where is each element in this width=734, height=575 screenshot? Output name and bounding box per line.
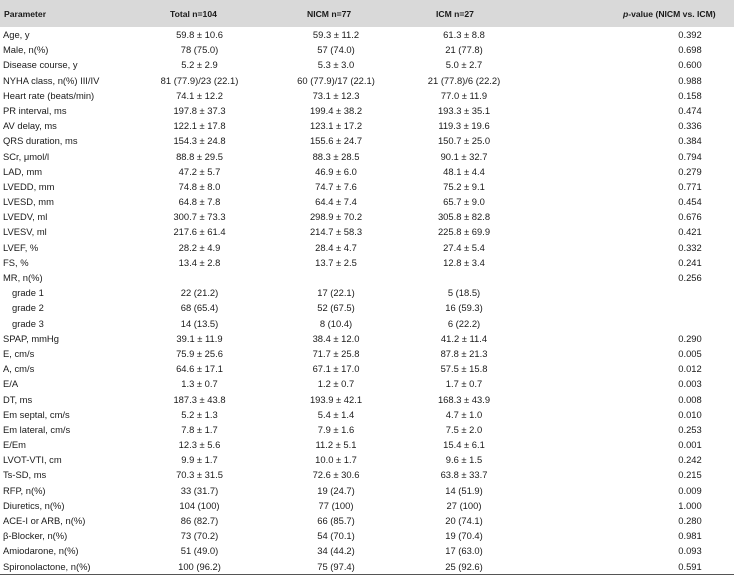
cell-nicm: 52 (67.5) (317, 302, 355, 314)
cell-nicm: 60 (77.9)/17 (22.1) (297, 74, 375, 86)
cell-total: 100 (96.2) (178, 560, 221, 572)
cell-total: 14 (13.5) (180, 317, 219, 329)
table-row (0, 437, 734, 452)
cell-icm: 75.2 ± 9.1 (443, 180, 485, 192)
table-row (0, 194, 734, 209)
cell-icm: 17 (63.0) (445, 545, 483, 557)
cell-icm: 77.0 ± 11.9 (440, 89, 488, 101)
cell-icm: 168.3 ± 43.9 (437, 393, 491, 405)
cell-total: 70.3 ± 31.5 (176, 469, 223, 481)
cell-total: 22 (21.2) (180, 287, 219, 299)
table-row (0, 346, 734, 361)
cell-total: 59.8 ± 10.6 (176, 29, 223, 40)
cell-icm: 27 (100) (446, 499, 482, 511)
cell-nicm: 75 (97.4) (317, 560, 355, 572)
cell-pvalue: 0.794 (678, 150, 702, 162)
table-row (0, 528, 734, 543)
cell-pvalue: 0.253 (678, 423, 702, 435)
cell-parameter: grade 3 (12, 317, 44, 329)
cell-pvalue: 0.008 (678, 393, 702, 405)
cell-total: 39.1 ± 11.9 (176, 332, 223, 344)
cell-nicm: 46.9 ± 6.0 (315, 165, 357, 177)
header-total: Total n=104 (170, 9, 217, 19)
table-row (0, 57, 734, 72)
cell-nicm: 1.2 ± 0.7 (317, 378, 355, 390)
cell-parameter: grade 1 (12, 287, 44, 299)
cell-icm: 305.8 ± 82.8 (437, 211, 491, 223)
cell-total: 122.1 ± 17.8 (173, 120, 226, 132)
cell-pvalue: 0.010 (678, 408, 702, 420)
cell-total: 81 (77.9)/23 (22.1) (160, 74, 239, 86)
cell-nicm: 57 (74.0) (317, 44, 355, 56)
cell-parameter: RFP, n(%) (3, 484, 46, 496)
header-pvalue (623, 9, 716, 19)
cell-total: 217.6 ± 61.4 (173, 226, 226, 238)
cell-nicm: 5.4 ± 1.4 (317, 408, 355, 420)
cell-total: 197.8 ± 37.3 (173, 104, 226, 116)
cell-total: 74.1 ± 12.2 (176, 89, 223, 101)
table-row (0, 164, 734, 179)
header-nicm: NICM n=77 (307, 9, 352, 19)
cell-nicm: 88.3 ± 28.5 (312, 150, 360, 162)
table-row (0, 224, 734, 239)
cell-total: 64.8 ± 7.8 (178, 196, 221, 208)
cell-total: 154.3 ± 24.8 (173, 135, 226, 147)
cell-pvalue: 0.001 (678, 439, 702, 451)
cell-icm: 48.1 ± 4.4 (443, 165, 485, 177)
cell-nicm: 7.9 ± 1.6 (317, 423, 355, 435)
cell-total: 47.2 ± 5.7 (178, 165, 221, 177)
cell-nicm: 73.1 ± 12.3 (312, 89, 360, 101)
table-row (0, 407, 734, 422)
table-row (0, 422, 734, 437)
cell-nicm: 123.1 ± 17.2 (309, 120, 363, 132)
cell-nicm: 214.7 ± 58.3 (309, 226, 363, 238)
cell-icm: 63.8 ± 33.7 (440, 469, 488, 481)
cell-parameter: SPAP, mmHg (3, 332, 59, 344)
cell-nicm: 38.4 ± 12.0 (312, 332, 360, 344)
cell-icm: 5 (18.5) (447, 287, 481, 299)
cell-total: 187.3 ± 43.8 (173, 393, 226, 405)
table-row (0, 376, 734, 391)
cell-total: 104 (100) (179, 499, 220, 511)
cell-pvalue: 0.332 (678, 241, 702, 253)
cell-pvalue: 0.009 (678, 484, 702, 496)
cell-nicm: 298.9 ± 70.2 (309, 211, 363, 223)
cell-parameter: Spironolactone, n(%) (3, 560, 91, 572)
cell-nicm: 17 (22.1) (317, 287, 355, 299)
cell-nicm: 11.2 ± 5.1 (315, 439, 357, 451)
cell-total: 68 (65.4) (180, 302, 219, 314)
cell-total: 88.8 ± 29.5 (176, 150, 223, 162)
cell-icm: 15.4 ± 6.1 (443, 439, 485, 451)
cell-pvalue: 0.279 (678, 165, 702, 177)
cell-total: 300.7 ± 73.3 (173, 211, 226, 223)
cell-pvalue: 0.771 (678, 180, 702, 192)
cell-icm: 5.0 ± 2.7 (445, 59, 483, 71)
cell-parameter: LVESD, mm (3, 196, 54, 208)
cell-pvalue: 0.676 (678, 211, 702, 223)
table-row (0, 285, 734, 300)
table-row (0, 73, 734, 88)
table-body (0, 27, 734, 575)
cell-nicm: 193.9 ± 42.1 (309, 393, 363, 405)
cell-pvalue: 0.392 (678, 29, 702, 40)
cell-icm: 65.7 ± 9.0 (443, 196, 485, 208)
header-pvalue-p: p (623, 9, 629, 19)
cell-parameter: E, cm/s (3, 347, 35, 359)
cell-nicm: 8 (10.4) (319, 317, 353, 329)
cell-icm: 14 (51.9) (445, 484, 483, 496)
cell-nicm: 28.4 ± 4.7 (315, 241, 357, 253)
cell-icm: 27.4 ± 5.4 (443, 241, 485, 253)
cell-parameter: FS, % (3, 256, 29, 268)
cell-pvalue: 0.988 (678, 74, 702, 86)
cell-parameter: β-Blocker, n(%) (3, 530, 68, 542)
cell-parameter: Em lateral, cm/s (3, 423, 71, 435)
cell-nicm: 64.4 ± 7.4 (315, 196, 357, 208)
table-row (0, 543, 734, 558)
cell-icm: 61.3 ± 8.8 (443, 29, 485, 40)
cell-total: 78 (75.0) (180, 44, 219, 56)
cell-icm: 9.6 ± 1.5 (445, 454, 483, 466)
cell-pvalue: 0.336 (678, 120, 702, 132)
cell-parameter: LVESV, ml (3, 226, 47, 238)
cell-total: 12.3 ± 5.6 (178, 439, 221, 451)
cell-pvalue: 0.241 (678, 256, 702, 268)
cell-pvalue: 0.981 (678, 530, 702, 542)
cell-parameter: MR, n(%) (3, 272, 43, 283)
table-row (0, 483, 734, 498)
cell-nicm: 10.0 ± 1.7 (315, 454, 357, 466)
cell-total: 73 (70.2) (180, 530, 219, 542)
table-row (0, 118, 734, 133)
table-row (0, 103, 734, 118)
cell-total: 86 (82.7) (180, 515, 219, 526)
cell-icm: 90.1 ± 32.7 (440, 150, 488, 162)
table-row (0, 270, 734, 285)
table-row (0, 559, 734, 575)
table-row (0, 300, 734, 315)
table-row (0, 240, 734, 255)
cell-parameter: Disease course, y (3, 59, 78, 71)
table-row (0, 452, 734, 467)
cell-total: 9.9 ± 1.7 (181, 454, 218, 466)
cell-parameter: DT, ms (3, 393, 33, 405)
cell-total: 64.6 ± 17.1 (176, 363, 223, 375)
cell-pvalue: 0.256 (678, 272, 702, 283)
cell-total: 33 (31.7) (180, 484, 219, 496)
cell-icm: 21 (77.8) (445, 44, 483, 56)
cell-parameter: PR interval, ms (3, 104, 67, 116)
table-row (0, 331, 734, 346)
cell-pvalue: 0.005 (678, 347, 702, 359)
cell-parameter: Age, y (3, 29, 30, 40)
cell-icm: 150.7 ± 25.0 (437, 135, 491, 147)
cell-parameter: Ts-SD, ms (3, 469, 47, 481)
cell-nicm: 5.3 ± 3.0 (317, 59, 355, 71)
cell-pvalue: 0.454 (678, 196, 702, 208)
cell-icm: 6 (22.2) (447, 317, 481, 329)
cell-pvalue: 0.600 (678, 59, 702, 71)
cell-parameter: QRS duration, ms (3, 135, 78, 147)
cell-parameter: SCr, μmol/l (3, 150, 50, 162)
table-row (0, 392, 734, 407)
cell-icm: 87.8 ± 21.3 (440, 347, 488, 359)
cell-nicm: 199.4 ± 38.2 (309, 104, 363, 116)
cell-parameter: Heart rate (beats/min) (3, 89, 95, 101)
cell-pvalue: 0.280 (678, 515, 702, 526)
cell-nicm: 155.6 ± 24.7 (309, 135, 363, 147)
cell-parameter: NYHA class, n(%) III/IV (3, 74, 100, 86)
table-row (0, 498, 734, 513)
cell-icm: 193.3 ± 35.1 (437, 104, 491, 116)
cell-nicm: 19 (24.7) (317, 484, 355, 496)
cell-total: 5.2 ± 1.3 (181, 408, 218, 420)
cell-total: 74.8 ± 8.0 (178, 180, 221, 192)
cell-nicm: 77 (100) (318, 499, 354, 511)
table-row (0, 209, 734, 224)
cell-pvalue: 0.003 (678, 378, 702, 390)
cell-pvalue: 0.242 (678, 454, 702, 466)
table-row (0, 179, 734, 194)
cell-icm: 12.8 ± 3.4 (443, 256, 485, 268)
cell-pvalue: 0.474 (678, 104, 702, 116)
cell-total: 28.2 ± 4.9 (178, 241, 221, 253)
cell-icm: 7.5 ± 2.0 (445, 423, 483, 435)
table-row (0, 361, 734, 376)
cell-pvalue: 0.384 (678, 135, 702, 147)
table-row (0, 149, 734, 164)
table-header (0, 0, 734, 27)
cell-icm: 25 (92.6) (445, 560, 483, 572)
cell-parameter: LVEDV, ml (3, 211, 48, 223)
cell-icm: 4.7 ± 1.0 (445, 408, 483, 420)
cell-icm: 41.2 ± 11.4 (440, 332, 488, 344)
cell-pvalue: 0.290 (678, 332, 702, 344)
header-pvalue-rest: -value (NICM vs. ICM) (628, 9, 716, 19)
cell-icm: 57.5 ± 15.8 (440, 363, 488, 375)
cell-pvalue: 0.698 (678, 44, 702, 56)
cell-parameter: LAD, mm (3, 165, 43, 177)
cell-parameter: E/A (3, 378, 19, 390)
cell-parameter: A, cm/s (3, 363, 35, 375)
header-icm: ICM n=27 (436, 9, 474, 19)
cell-parameter: E/Em (3, 439, 26, 451)
cell-parameter: Diuretics, n(%) (3, 499, 65, 511)
cell-parameter: Em septal, cm/s (3, 408, 70, 420)
cell-icm: 225.8 ± 69.9 (437, 226, 491, 238)
table-row (0, 255, 734, 270)
cell-icm: 1.7 ± 0.7 (445, 378, 483, 390)
cell-icm: 20 (74.1) (445, 515, 483, 526)
cell-pvalue: 0.093 (678, 545, 702, 557)
cell-nicm: 54 (70.1) (317, 530, 355, 542)
cell-total: 7.8 ± 1.7 (181, 423, 218, 435)
cell-parameter: grade 2 (12, 302, 44, 314)
cell-icm: 19 (70.4) (445, 530, 483, 542)
table-row (0, 467, 734, 482)
cell-pvalue: 0.591 (678, 560, 702, 572)
table-row (0, 133, 734, 148)
cell-nicm: 67.1 ± 17.0 (312, 363, 360, 375)
table-row (0, 88, 734, 103)
cell-icm: 119.3 ± 19.6 (438, 120, 490, 132)
cell-nicm: 74.7 ± 7.6 (315, 180, 357, 192)
table-row (0, 27, 734, 42)
cell-total: 1.3 ± 0.7 (181, 378, 218, 390)
cell-parameter: LVEF, % (3, 241, 39, 253)
header-parameter: Parameter (4, 9, 47, 19)
cell-total: 5.2 ± 2.9 (181, 59, 218, 71)
cell-nicm: 34 (44.2) (317, 545, 355, 557)
cell-icm: 16 (59.3) (445, 302, 483, 314)
cell-nicm: 66 (85.7) (317, 515, 355, 526)
cell-parameter: ACE-I or ARB, n(%) (3, 515, 86, 526)
cell-parameter: Male, n(%) (3, 44, 49, 56)
table-row (0, 42, 734, 57)
cell-pvalue: 0.158 (678, 89, 702, 101)
table-row (0, 316, 734, 331)
cell-total: 13.4 ± 2.8 (178, 256, 221, 268)
cell-parameter: AV delay, ms (3, 120, 57, 132)
table-row (0, 513, 734, 528)
cell-icm: 21 (77.8)/6 (22.2) (427, 74, 501, 86)
cell-parameter: Amiodarone, n(%) (3, 545, 79, 557)
cell-pvalue: 0.421 (678, 226, 702, 238)
cell-pvalue: 0.012 (678, 363, 702, 375)
cell-nicm: 72.6 ± 30.6 (312, 469, 360, 481)
cell-parameter: LVEDD, mm (3, 180, 55, 192)
cell-nicm: 59.3 ± 11.2 (312, 29, 360, 40)
cell-pvalue: 1.000 (678, 499, 702, 511)
cell-total: 75.9 ± 25.6 (176, 347, 223, 359)
cell-nicm: 71.7 ± 25.8 (312, 347, 360, 359)
cell-parameter: LVOT-VTI, cm (3, 454, 62, 466)
cell-pvalue: 0.215 (678, 469, 702, 481)
cell-nicm: 13.7 ± 2.5 (315, 256, 357, 268)
cell-total: 51 (49.0) (180, 545, 219, 557)
